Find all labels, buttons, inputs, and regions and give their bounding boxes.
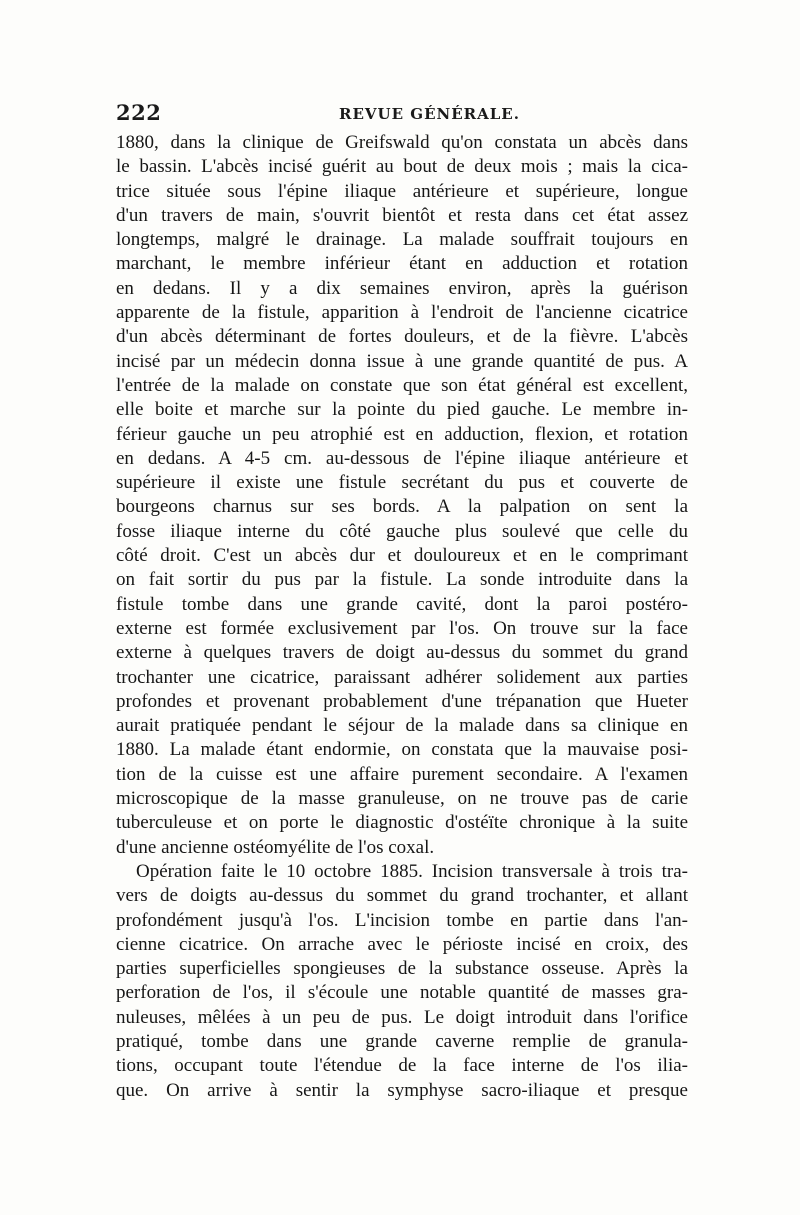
text-line: elle boite et marche sur la pointe du pied gauche. Le membre in-	[116, 399, 688, 421]
text-line: que. On arrive à sentir la symphyse sacro-iliaque et presque	[116, 1079, 688, 1101]
paragraph	[116, 131, 688, 860]
text-line: tions, occupant toute l'étendue de la face interne de l'os ilia-	[116, 1055, 688, 1077]
text-line: pratiqué, tombe dans une grande caverne remplie de granula-	[116, 1030, 688, 1052]
text-line: fistule tombe dans une grande cavité, dont la paroi postéro-	[116, 593, 688, 615]
text-line: parties superficielles spongieuses de la substance osseuse. Après la	[116, 958, 688, 980]
text-line: en dedans. Il y a dix semaines environ, après la guérison	[116, 277, 688, 299]
text-line: externe à quelques travers de doigt au-dessus du sommet du grand	[116, 642, 688, 664]
text-line: microscopique de la masse granuleuse, on ne trouve pas de carie	[116, 788, 688, 810]
text-line: tuberculeuse et on porte le diagnostic d'ostéïte chronique à la suite	[116, 812, 688, 834]
text-line: trice située sous l'épine iliaque antérieure et supérieure, longue	[116, 180, 688, 202]
text-line: Opération faite le 10 octobre 1885. Incision transversale à trois tra-	[136, 860, 688, 882]
text-line: 1880. La malade étant endormie, on constata que la mauvaise posi-	[116, 739, 688, 761]
text-line: d'un abcès déterminant de fortes douleurs, et de la fièvre. L'abcès	[116, 326, 688, 348]
text-line: 1880, dans la clinique de Greifswald qu'on constata un abcès dans	[116, 132, 688, 153]
paragraph	[116, 860, 688, 1103]
text-line: supérieure il existe une fistule secrétant du pus et couverte de	[116, 472, 688, 494]
text-line: le bassin. L'abcès incisé guérit au bout de deux mois ; mais la cica-	[116, 156, 688, 178]
text-line: marchant, le membre inférieur étant en adduction et rotation	[116, 253, 688, 275]
text-line: l'entrée de la malade on constate que son état général est excellent,	[116, 374, 688, 396]
text-line: profondes et provenant probablement d'une trépanation que Hueter	[116, 690, 688, 712]
text-line: tion de la cuisse est une affaire purement secondaire. A l'examen	[116, 763, 688, 785]
page-number: 222	[116, 100, 162, 125]
text-line: aurait pratiquée pendant le séjour de la malade dans sa clinique en	[116, 715, 688, 737]
text-line: trochanter une cicatrice, paraissant adhérer solidement aux parties	[116, 666, 688, 688]
text-line: externe est formée exclusivement par l'os. On trouve sur la face	[116, 617, 688, 639]
text-line: on fait sortir du pus par la fistule. La sonde introduite dans la	[116, 569, 688, 591]
text-line: d'une ancienne ostéomyélite de l'os coxal.	[116, 836, 435, 858]
text-line: vers de doigts au-dessus du sommet du grand trochanter, et allant	[116, 885, 688, 907]
text-line: en dedans. A 4-5 cm. au-dessous de l'épine iliaque antérieure et	[116, 447, 688, 469]
running-title: REVUE GÉNÉRALE.	[339, 105, 520, 123]
text-line: bourgeons charnus sur ses bords. A la palpation on sent la	[116, 496, 688, 518]
text-line: longtemps, malgré le drainage. La malade souffrait toujours en	[116, 229, 688, 251]
text-line: incisé par un médecin donna issue à une grande quantité de pus. A	[116, 350, 688, 372]
text-line: côté droit. C'est un abcès dur et douloureux et en le comprimant	[116, 545, 688, 567]
text-line: nuleuses, mêlées à un peu de pus. Le doigt introduit dans l'orifice	[116, 1006, 688, 1028]
body-text	[116, 131, 688, 1103]
text-line: profondément jusqu'à l'os. L'incision tombe en partie dans l'an-	[116, 909, 688, 931]
text-line: cienne cicatrice. On arrache avec le périoste incisé en croix, des	[116, 933, 688, 955]
text-line: apparente de la fistule, apparition à l'endroit de l'ancienne cicatrice	[116, 302, 688, 324]
text-line: fosse iliaque interne du côté gauche plus soulevé que celle du	[116, 520, 688, 542]
text-line: férieur gauche un peu atrophié est en adduction, flexion, et rotation	[116, 423, 688, 445]
text-line: d'un travers de main, s'ouvrit bientôt et resta dans cet état assez	[116, 204, 688, 226]
text-line: perforation de l'os, il s'écoule une notable quantité de masses gra-	[116, 982, 688, 1004]
page-header	[116, 100, 688, 126]
